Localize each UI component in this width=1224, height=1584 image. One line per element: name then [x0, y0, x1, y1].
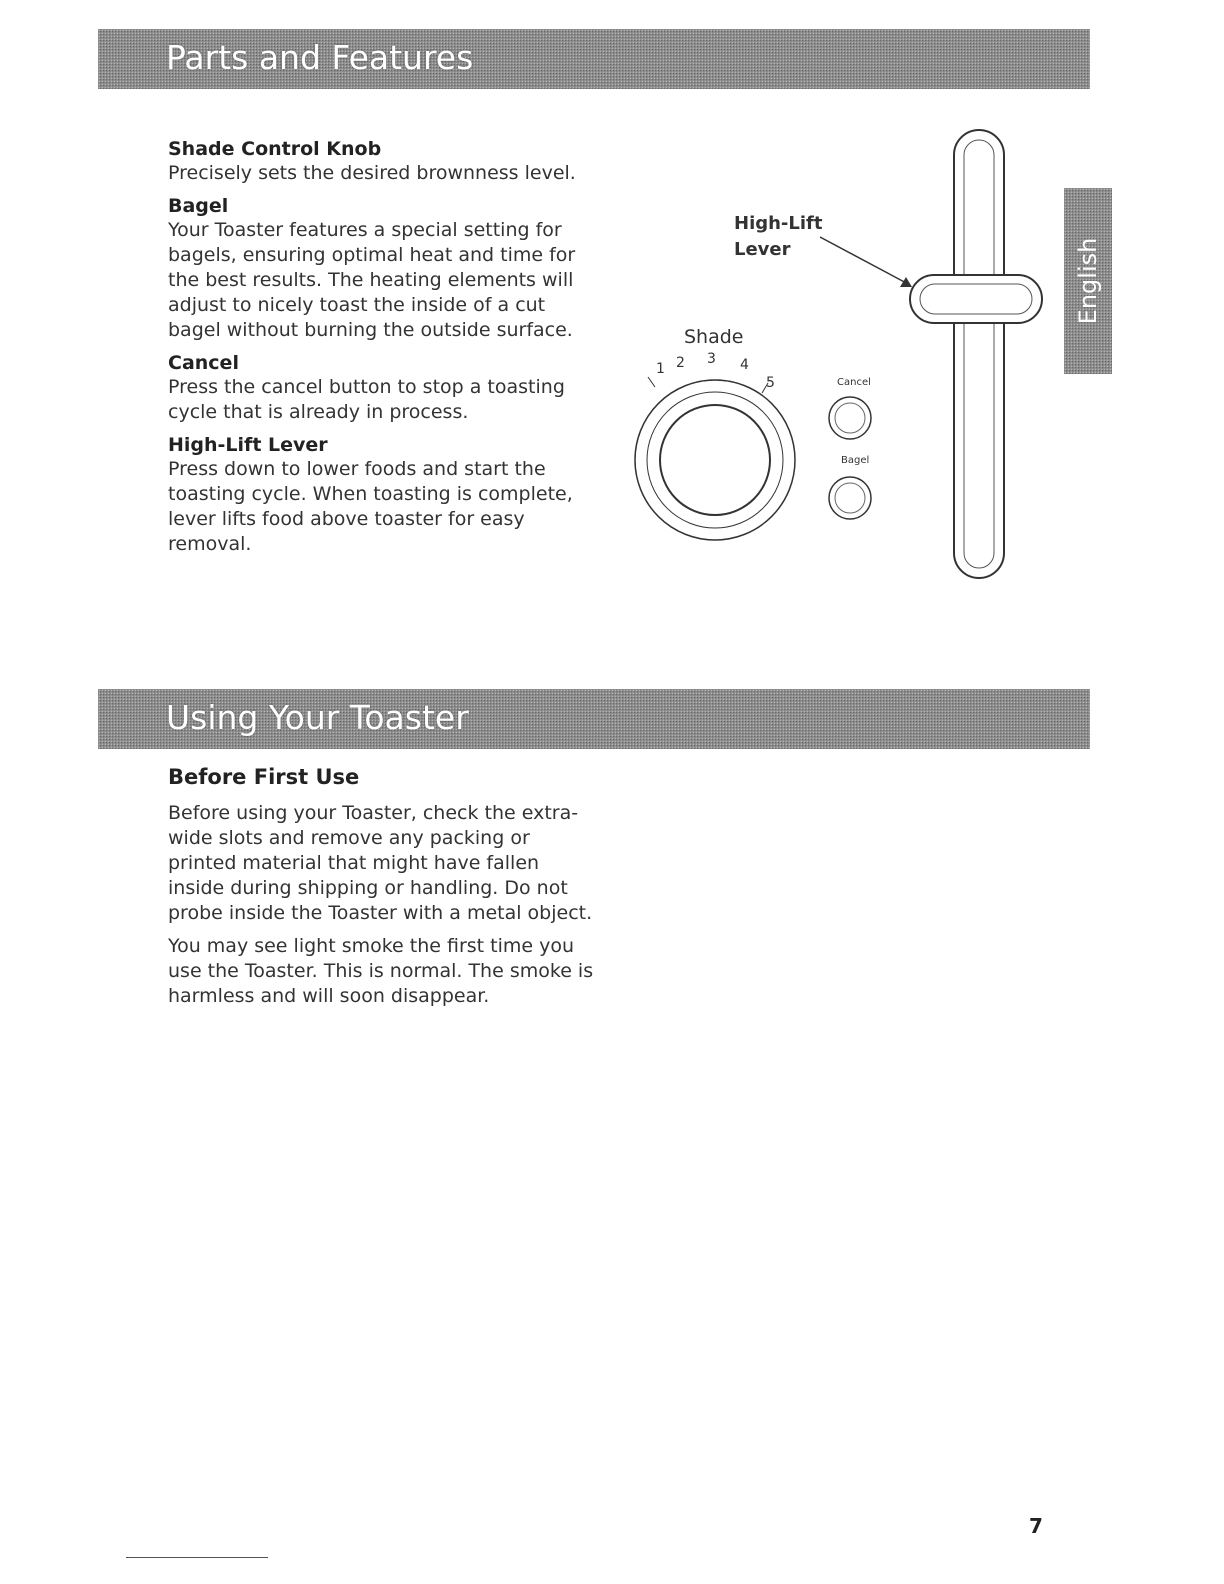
paragraph: You may see light smoke the first time you use the Toaster. This is normal. The smoke is harmless and will soon disappear. [168, 935, 594, 1007]
section-title-using: Using Your Toaster [166, 698, 469, 737]
part-item-high-lift-lever [168, 433, 598, 557]
page-number: 7 [1029, 1514, 1043, 1538]
dial-number-3: 3 [707, 351, 716, 367]
lever-slot-inner [964, 140, 994, 568]
cancel-label: Cancel [837, 377, 871, 388]
before-first-use-heading: Before First Use [168, 765, 360, 789]
dial-number-2: 2 [676, 355, 685, 371]
section-banner-parts [98, 29, 1090, 89]
dial-number-5: 5 [766, 375, 775, 391]
part-description: Your Toaster features a special setting for bagels, ensuring optimal heat and time for the best results. The heating elements will adjust to nicely toast the inside of a cut bagel without burning the outside surface. [168, 219, 576, 341]
lever-pointer-arrowhead [900, 277, 912, 287]
lever-label-line1: High-Lift [734, 213, 823, 234]
section-banner-using [98, 689, 1090, 749]
dial-number-4: 4 [740, 357, 749, 373]
lever-slot-outer [954, 130, 1004, 578]
lever-label-line2: Lever [734, 239, 791, 260]
language-tab [1064, 188, 1112, 374]
part-heading: Bagel [168, 195, 229, 217]
part-heading: Shade Control Knob [168, 138, 382, 160]
part-heading: High-Lift Lever [168, 434, 328, 456]
footer-rule [126, 1557, 268, 1558]
part-item-shade-knob [168, 137, 598, 186]
paragraph: Before using your Toaster, check the extra-wide slots and remove any packing or printed material that might have fallen inside during shipping or handling. Do not probe inside the Toaster with a metal object. [168, 802, 593, 924]
lever-handle-icon [910, 275, 1042, 323]
part-description: Press down to lower foods and start the toasting cycle. When toasting is complete, lever lifts food above toaster for easy removal. [168, 458, 573, 555]
shade-knob-icon [660, 405, 770, 515]
shade-label: Shade [684, 326, 744, 348]
parts-list [168, 137, 598, 565]
section-title-parts: Parts and Features [166, 38, 474, 77]
diagram-drawing [620, 125, 1060, 585]
dial-number-1: 1 [656, 361, 665, 377]
part-item-cancel [168, 351, 598, 425]
bagel-label: Bagel [841, 455, 870, 466]
part-item-bagel [168, 194, 598, 343]
language-tab-label: English [1074, 237, 1102, 325]
using-section [168, 763, 598, 1017]
part-heading: Cancel [168, 352, 239, 374]
part-description: Precisely sets the desired brownness level. [168, 162, 576, 184]
lever-pointer-line [820, 237, 910, 285]
toaster-controls-diagram [620, 125, 1060, 585]
part-description: Press the cancel button to stop a toasting cycle that is already in process. [168, 376, 565, 423]
